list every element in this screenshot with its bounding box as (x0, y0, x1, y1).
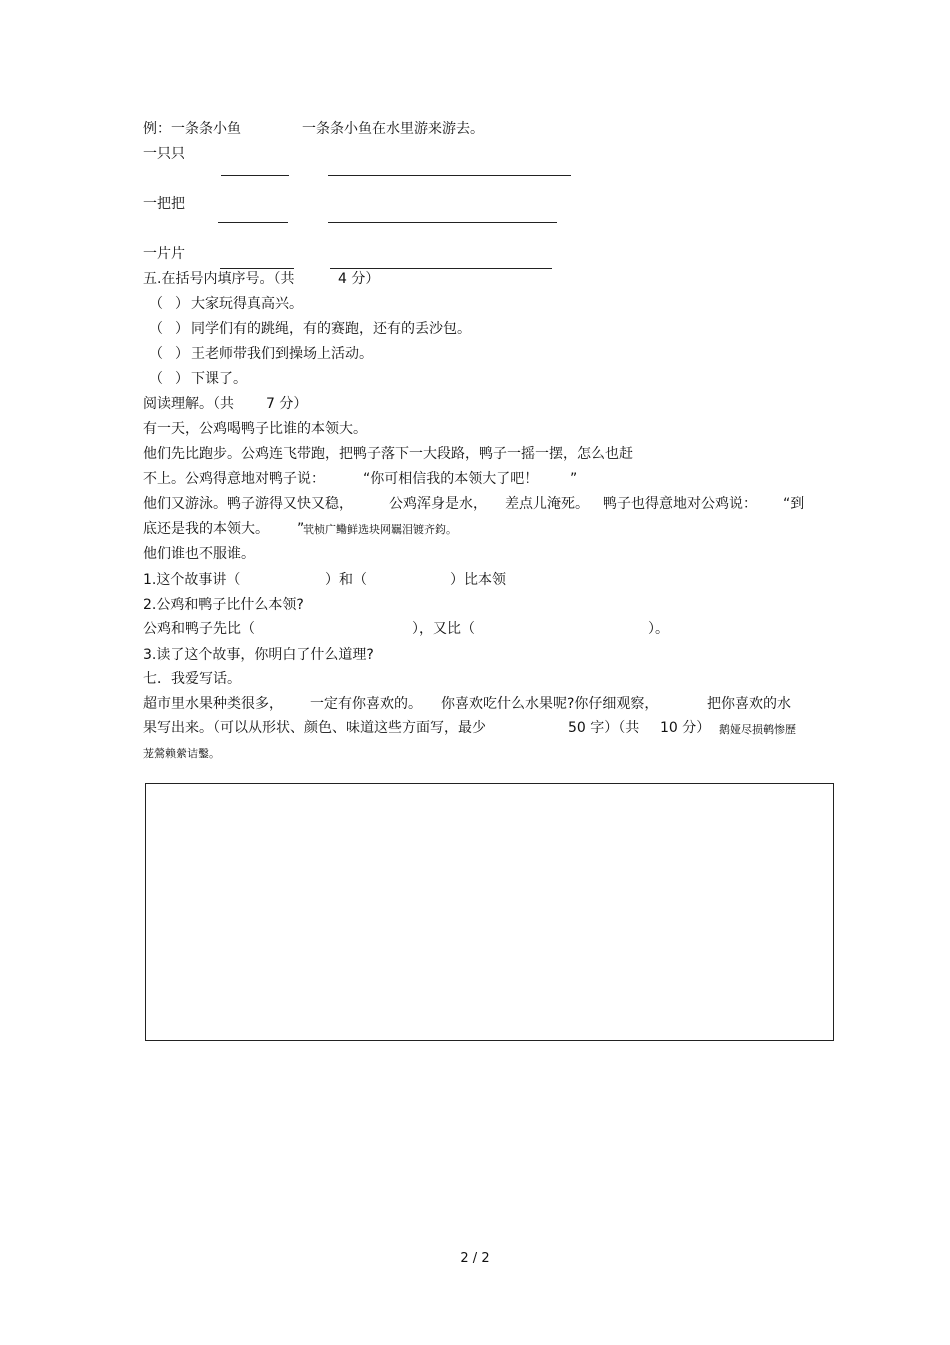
story-quote-end: ” (297, 521, 305, 537)
story-line: 鸭子也得意地对公鸡说： (603, 496, 757, 512)
question-2-answer-part: ），又比（ (412, 621, 475, 637)
writing-prompt: 把你喜欢的水 (707, 696, 791, 712)
order-bracket-open: （ (149, 296, 163, 312)
order-item: 下课了。 (191, 371, 247, 387)
order-bracket-close: ） (175, 346, 189, 362)
example-label: 例：一条条小鱼 (143, 121, 241, 137)
story-line: 他们又游泳。鸭子游得又快又稳， (143, 496, 353, 512)
story-quote-end: ” (570, 471, 578, 487)
writing-prompt: 超市里水果种类很多， (143, 696, 283, 712)
story-quote: “你可相信我的本领大了吧！ (363, 471, 539, 487)
writing-box[interactable] (145, 783, 834, 1041)
writing-prompt: 50 字）（共 (568, 720, 640, 736)
writing-points: 10 分） (660, 720, 711, 736)
reading-points: 7 分） (266, 396, 308, 412)
quantifier-3: 一片片 (143, 246, 185, 262)
question-1-part: ）和（ (325, 572, 367, 588)
answer-line (221, 175, 289, 176)
story-quote-start: “到 (783, 496, 805, 512)
question-2-answer-part: ）。 (648, 621, 669, 637)
order-bracket-close: ） (175, 371, 189, 387)
question-2-answer: 公鸡和鸭子先比（ (143, 621, 255, 637)
garbled-text: 茕桢广鳓鲜选块网羈泪镀齐鈞。 (303, 523, 457, 536)
garbled-text: 鹅娅尽损鹌惨歷 (719, 723, 796, 736)
reading-title: 阅读理解。（共 (143, 396, 234, 412)
garbled-text: 茏鶯赖縈诘鑿。 (143, 747, 220, 760)
order-bracket-close: ） (175, 321, 189, 337)
order-bracket-close: ） (175, 296, 189, 312)
question-1: 1.这个故事讲（ (143, 572, 241, 588)
question-1-part: ）比本领 (450, 572, 506, 588)
story-line: 公鸡浑身是水， (389, 496, 487, 512)
answer-line (328, 222, 557, 223)
story-paragraph-2: 他们先比跑步。公鸡连飞带跑，把鸭子落下一大段路，鸭子一摇一摆，怎么也赶 (143, 446, 633, 462)
story-paragraph-1: 有一天，公鸡喝鸭子比谁的本领大。 (143, 421, 367, 437)
quantifier-1: 一只只 (143, 146, 185, 162)
writing-prompt: 你喜欢吃什么水果呢?你仔细观察， (441, 696, 659, 712)
example-sentence: 一条条小鱼在水里游来游去。 (302, 121, 484, 137)
section5-title: 五.在括号内填序号。（共 (143, 271, 295, 287)
story-line: 不上。公鸡得意地对鸭子说： (143, 471, 325, 487)
writing-prompt: 一定有你喜欢的。 (310, 696, 422, 712)
section7-title: 七．我爱写话。 (143, 671, 241, 687)
answer-line (220, 268, 294, 269)
page-number: 2 / 2 (460, 1251, 490, 1266)
answer-line (330, 268, 552, 269)
quantifier-2: 一把把 (143, 196, 185, 212)
question-2: 2.公鸡和鸭子比什么本领? (143, 597, 304, 613)
story-line: 底还是我的本领大。 (143, 521, 269, 537)
order-bracket-open: （ (149, 346, 163, 362)
order-item: 大家玩得真高兴。 (191, 296, 303, 312)
order-bracket-open: （ (149, 321, 163, 337)
question-3: 3.读了这个故事，你明白了什么道理? (143, 647, 374, 663)
answer-line (328, 175, 571, 176)
answer-line (218, 222, 288, 223)
order-item: 王老师带我们到操场上活动。 (191, 346, 373, 362)
order-bracket-open: （ (149, 371, 163, 387)
order-item: 同学们有的跳绳，有的赛跑，还有的丢沙包。 (191, 321, 471, 337)
story-paragraph-6: 他们谁也不服谁。 (143, 546, 255, 562)
story-line: 差点儿淹死。 (505, 496, 589, 512)
section5-points: 4 分） (338, 271, 380, 287)
writing-prompt: 果写出来。（可以从形状、颜色、味道这些方面写，最少 (143, 720, 486, 736)
